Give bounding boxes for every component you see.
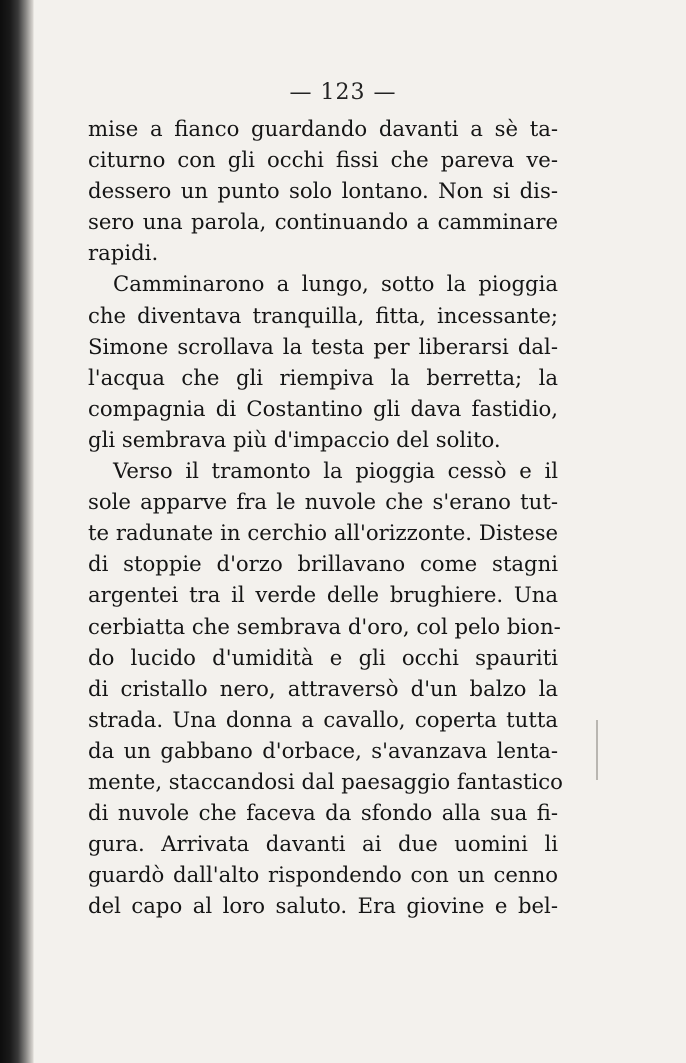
text-line: di nuvole che faceva da sfondo alla sua fi- <box>88 800 558 826</box>
text-line: te radunate in cerchio all'orizzonte. Distese <box>88 520 558 546</box>
text-line: cerbiatta che sembrava d'oro, col pelo bion- <box>88 613 561 639</box>
text-line: mise a fianco guardando davanti a sè ta- <box>88 116 558 141</box>
text-line: Simone scrollava la testa per liberarsi dal- <box>88 333 558 359</box>
text-line: di cristallo nero, attraversò d'un balzo la <box>88 675 558 701</box>
body-text <box>88 113 563 921</box>
text-line: del capo al loro saluto. Era giovine e bel- <box>88 893 558 919</box>
book-binding-shadow <box>0 0 34 1063</box>
text-line: gli sembrava più d'impaccio del solito. <box>88 426 501 452</box>
text-line: sero una parola, continuando a camminare <box>88 209 558 235</box>
text-line: strada. Una donna a cavallo, coperta tutta <box>88 706 558 732</box>
text-line: gura. Arrivata davanti ai due uomini li <box>88 831 558 857</box>
text-line: di stoppie d'orzo brillavano come stagni <box>88 551 558 577</box>
text-line: sole apparve fra le nuvole che s'erano tut- <box>88 489 558 515</box>
text-line: rapidi. <box>88 240 159 266</box>
text-line: Camminarono a lungo, sotto la pioggia <box>113 271 558 297</box>
text-line: l'acqua che gli riempiva la berretta; la <box>88 364 558 390</box>
text-line: Verso il tramonto la pioggia cessò e il <box>113 458 558 484</box>
text-line: guardò dall'alto rispondendo con un cenno <box>88 862 558 888</box>
text-line: citurno con gli occhi fissi che pareva ve- <box>88 147 558 173</box>
text-line: argentei tra il verde delle brughiere. Una <box>88 582 558 608</box>
paragraph <box>88 113 558 268</box>
text-line: do lucido d'umidità e gli occhi spauriti <box>88 644 558 670</box>
text-line: che diventava tranquilla, fitta, incessante; <box>88 302 558 328</box>
page-edge-mark <box>596 720 598 780</box>
text-line: dessero un punto solo lontano. Non si dis- <box>88 178 558 204</box>
text-line: compagnia di Costantino gli dava fastidio, <box>88 395 558 421</box>
paragraph <box>88 455 563 921</box>
page-number: — 123 — <box>289 80 397 105</box>
paragraph <box>88 268 558 455</box>
text-line: da un gabbano d'orbace, s'avanzava lenta- <box>88 737 558 763</box>
text-line: mente, staccandosi dal paesaggio fantastico <box>88 768 563 794</box>
